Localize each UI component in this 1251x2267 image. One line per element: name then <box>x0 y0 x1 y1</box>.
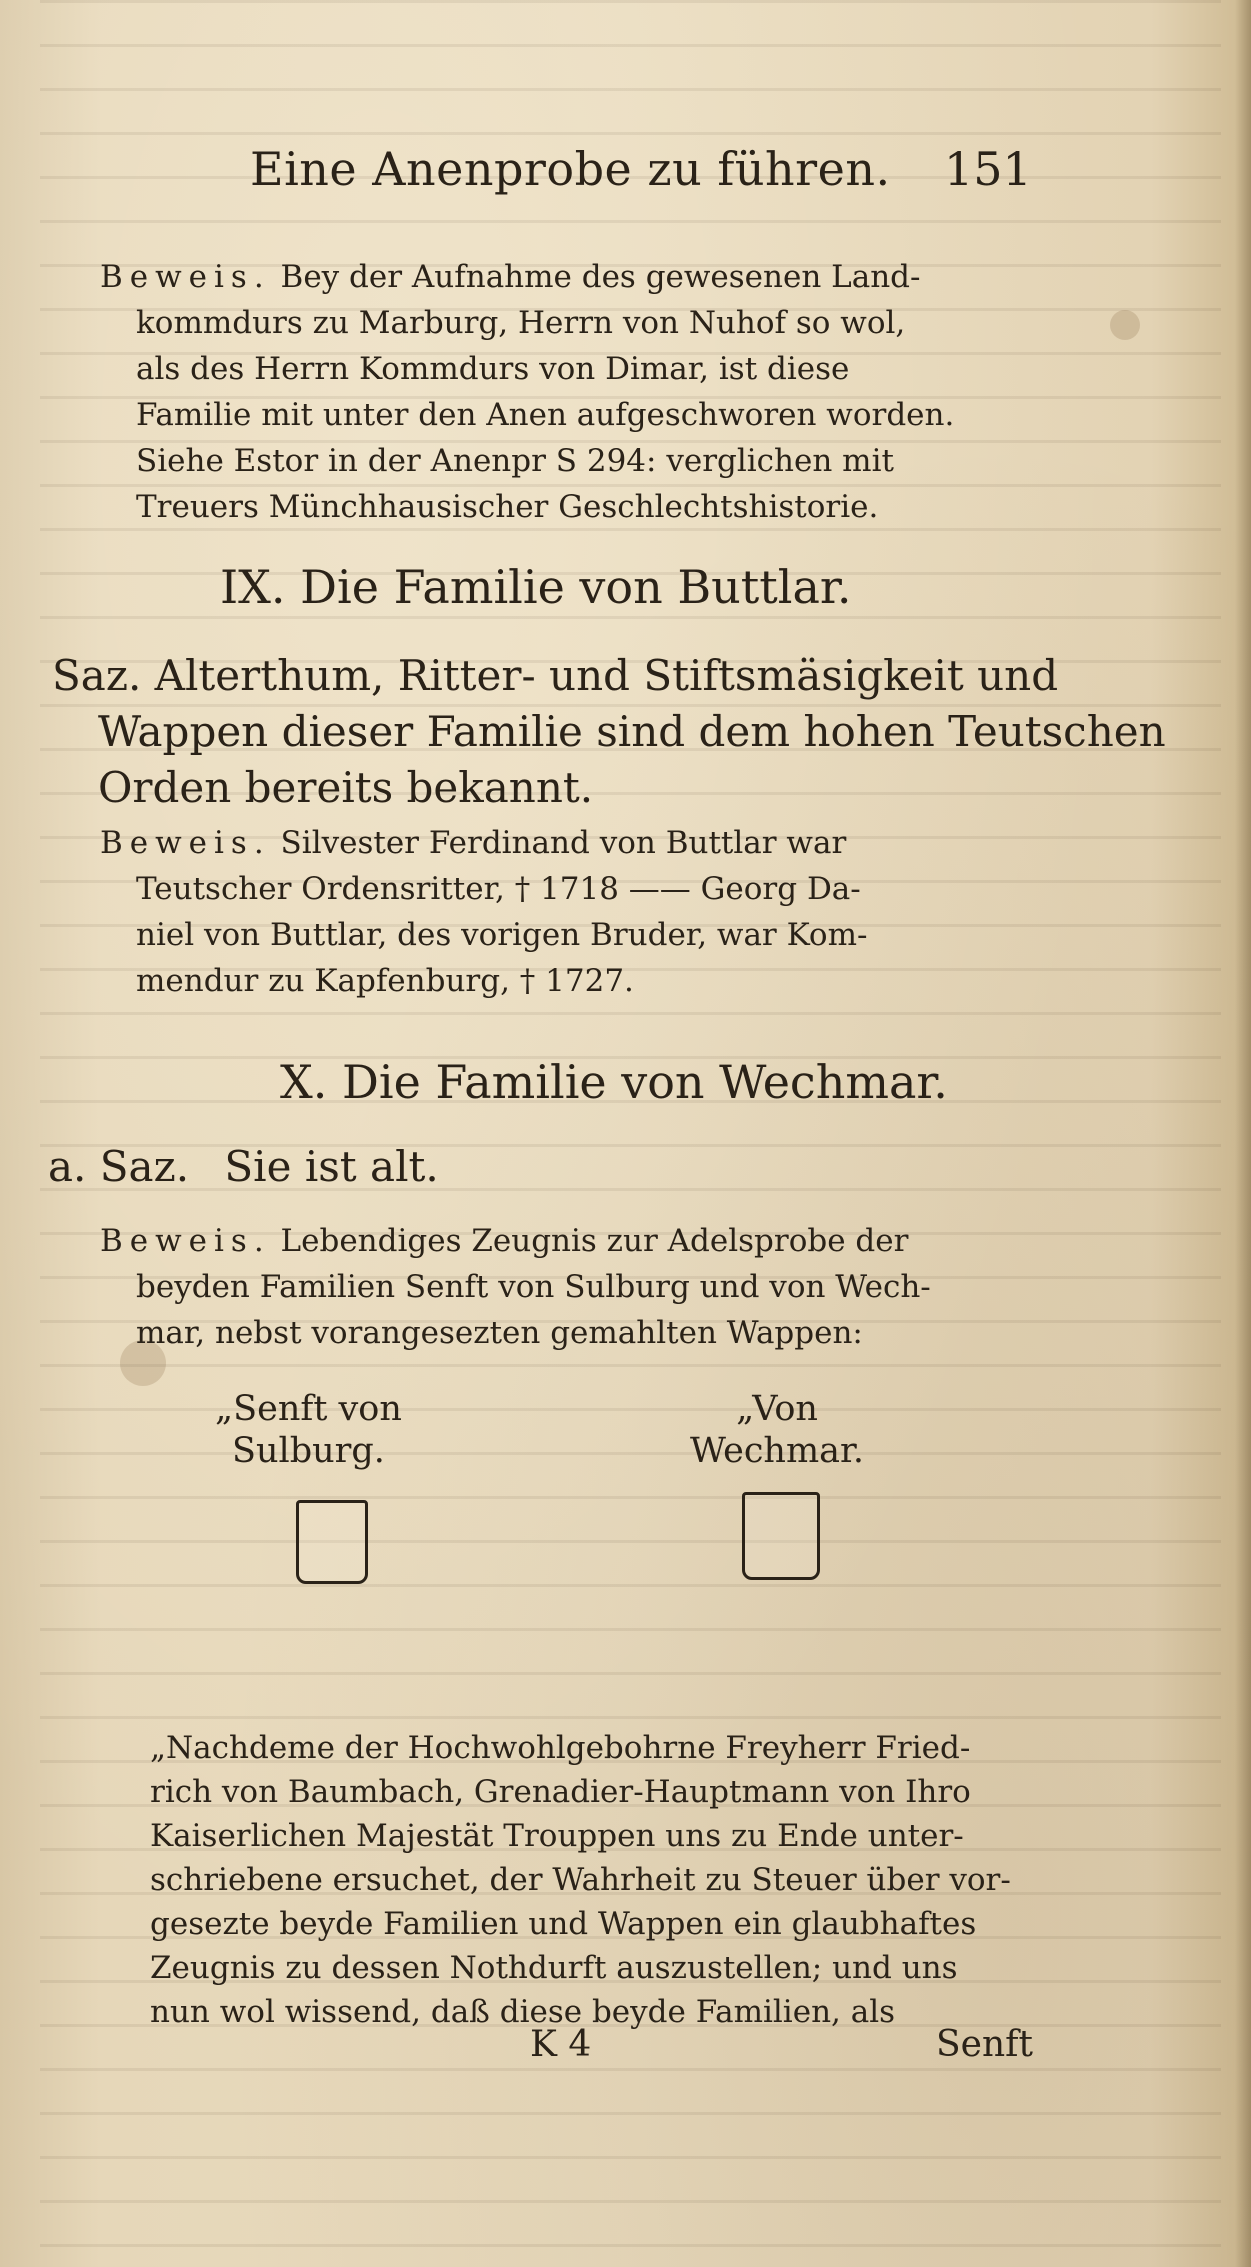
section-heading-wechmar: X. Die Familie von Wechmar. <box>280 1055 948 1109</box>
beweis-label: Beweis. <box>100 825 271 861</box>
beweis-line: Beweis. Silvester Ferdinand von Buttlar war <box>100 825 847 861</box>
coat-of-arms-frame-wechmar <box>742 1492 820 1580</box>
catchword: Senft <box>936 2024 1033 2065</box>
beweis-line: mar, nebst vorangesezten gemahlten Wappen: <box>136 1315 863 1351</box>
foxing-stain <box>1110 310 1140 340</box>
coat-of-arms-frame-senft <box>296 1500 368 1584</box>
section-heading-buttlar: IX. Die Familie von Buttlar. <box>220 560 852 614</box>
saz-label: Saz. <box>99 1142 190 1191</box>
running-title: Eine Anenprobe zu führen. <box>250 142 891 196</box>
beweis-line: Familie mit unter den Anen aufgeschworen worden. <box>136 397 955 433</box>
testimony-quote <box>150 1726 1050 2034</box>
beweis-paragraph-buttlar <box>100 820 1030 1004</box>
quote-line: Zeugnis zu dessen Nothdurft auszustellen; und uns <box>150 1950 958 1986</box>
saz-line: Wappen dieser Familie sind dem hohen Teutschen <box>98 707 1166 756</box>
quote-line: schriebene ersuchet, der Wahrheit zu Steuer über vor- <box>150 1862 1011 1898</box>
saz-line: Saz. Alterthum, Ritter- und Stiftsmäsigkeit und <box>52 651 1059 700</box>
page-number: 151 <box>944 142 1032 196</box>
signature-mark: K 4 <box>530 2024 592 2065</box>
saz-prefix: a. <box>48 1142 87 1191</box>
beweis-line: Teutscher Ordensritter, † 1718 —— Georg Da- <box>136 871 861 907</box>
beweis-paragraph-1 <box>100 254 1030 530</box>
quote-line: gesezte beyde Familien und Wappen ein glaubhaftes <box>150 1906 977 1942</box>
saz-paragraph-wechmar <box>48 1142 439 1191</box>
beweis-line: Beweis. Lebendiges Zeugnis zur Adelsprobe der <box>100 1223 909 1259</box>
saz-label: Saz. <box>52 651 142 700</box>
beweis-line: Siehe Estor in der Anenpr S 294: verglichen mit <box>136 443 894 479</box>
beweis-label: Beweis. <box>100 1223 271 1259</box>
beweis-line: beyden Familien Senft von Sulburg und von Wech- <box>136 1269 931 1305</box>
quote-line: „Nachdeme der Hochwohlgebohrne Freyherr Fried- <box>150 1730 971 1766</box>
beweis-line: Treuers Münchhausischer Geschlechtshistorie. <box>136 489 879 525</box>
quote-line: nun wol wissend, daß diese beyde Familien, als <box>150 1994 896 2030</box>
arms-label-senft: „Senft von Sulburg. <box>215 1389 402 1471</box>
page-gutter-shadow <box>1235 0 1251 2267</box>
beweis-line: mendur zu Kapfenburg, † 1727. <box>136 963 634 999</box>
beweis-line: als des Herrn Kommdurs von Dimar, ist diese <box>136 351 850 387</box>
beweis-label: Beweis. <box>100 259 271 295</box>
saz-text: Sie ist alt. <box>224 1142 439 1191</box>
beweis-line: niel von Buttlar, des vorigen Bruder, war Kom- <box>136 917 868 953</box>
quote-line: rich von Baumbach, Grenadier-Hauptmann von Ihro <box>150 1774 971 1810</box>
saz-paragraph-buttlar <box>52 648 1166 816</box>
beweis-paragraph-wechmar <box>100 1218 1030 1356</box>
beweis-line: Beweis. Bey der Aufnahme des gewesenen Land- <box>100 259 921 295</box>
quote-line: Kaiserlichen Majestät Trouppen uns zu Ende unter- <box>150 1818 964 1854</box>
beweis-line: kommdurs zu Marburg, Herrn von Nuhof so wol, <box>136 305 906 341</box>
arms-label-wechmar: „Von Wechmar. <box>690 1389 865 1471</box>
saz-line: Orden bereits bekannt. <box>98 763 594 812</box>
